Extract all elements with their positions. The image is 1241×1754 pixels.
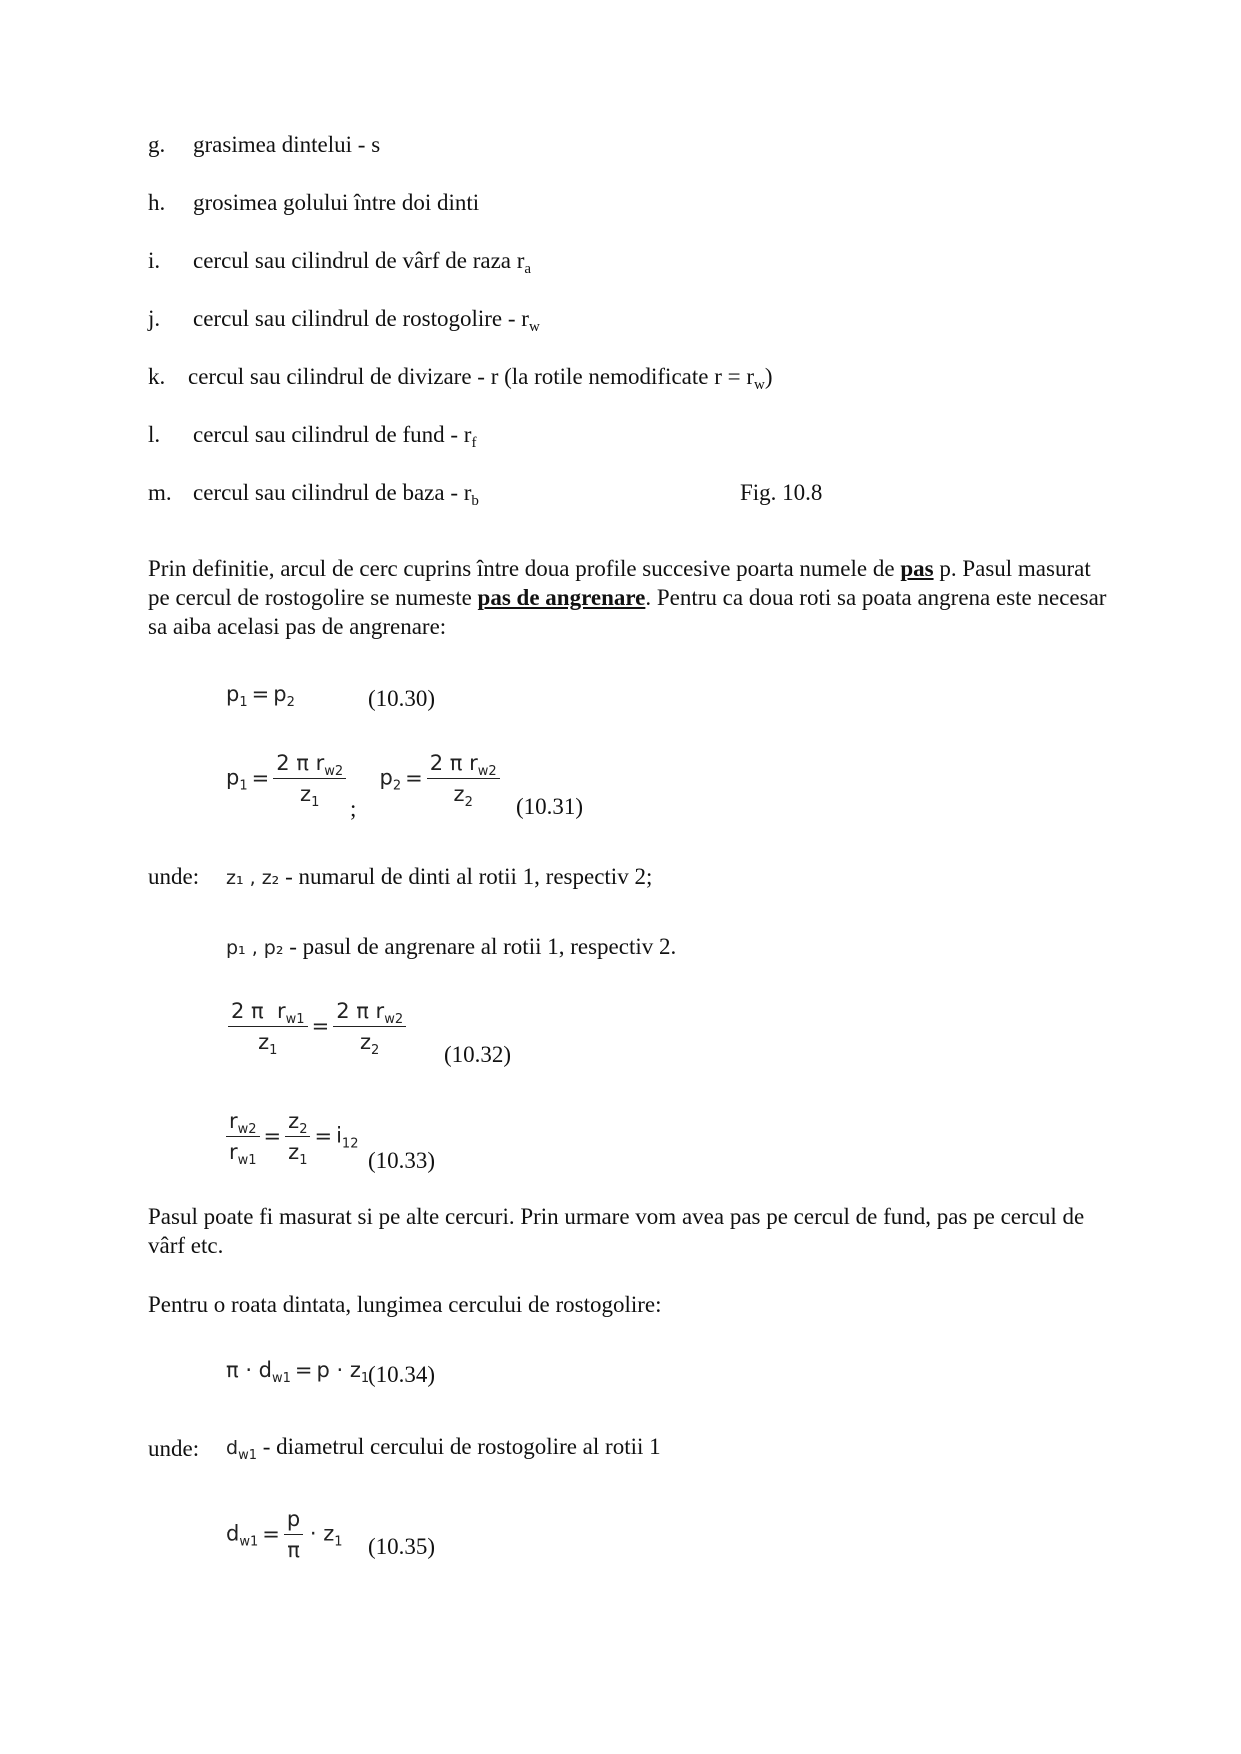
equation-10-35: $d_{w1}$ = $\frac{p}{\pi}$ · $z_1$ xyxy=(226,1504,343,1565)
equation-number: (10.35) xyxy=(368,1534,436,1559)
equation-number: (10.30) xyxy=(368,686,436,711)
where-text: - diametrul cercului de rostogolire al rotii 1 xyxy=(256,1434,661,1459)
where-label: unde: xyxy=(148,864,200,889)
term-pas-de-angrenare: pas de angrenare xyxy=(477,585,646,610)
where-definition xyxy=(226,932,676,963)
list-item-text: cercul sau cilindrul de divizare - r (la rotile nemodificate r = r xyxy=(188,364,754,389)
list-item-text: grosimea golului între doi dinti xyxy=(193,190,480,215)
paragraph-text: p. Pasul masurat pe cercul de rostogolire se numeste xyxy=(148,556,1091,610)
equation-number: (10.31) xyxy=(516,794,584,819)
paragraph-other-circles: Pasul poate fi masurat si pe alte cercuri. Prin urmare vom avea pas pe cercul de fund, pas pe cercul de vârf etc. xyxy=(148,1204,1085,1258)
list-item-letter: j. xyxy=(148,306,161,331)
equation-number: (10.34) xyxy=(368,1362,436,1387)
list-item-text-end: ) xyxy=(764,364,773,389)
list-item-subscript: a xyxy=(524,261,532,277)
list-item-letter: h. xyxy=(148,190,166,215)
where-definition xyxy=(226,862,652,893)
list-item-letter: l. xyxy=(148,422,161,447)
list-item-text: grasimea dintelui - s xyxy=(193,132,381,157)
where-label: unde: xyxy=(148,1436,200,1461)
list-item-letter: k. xyxy=(148,364,166,389)
figure-label: Fig. 10.8 xyxy=(740,480,823,505)
where-definition xyxy=(226,1432,661,1463)
equation-10-34: $\pi \cdot d_{w1} = p \cdot z_1$ xyxy=(226,1358,370,1386)
where-variable-subscript: w1 xyxy=(238,1448,257,1463)
equation-10-33: $\frac{r_{w2}}{r_{w1}}$ = $\frac{z_2}{z_1}$ = $i_{12}$ xyxy=(226,1106,358,1167)
paragraph-text: Prin definitie, arcul de cerc cuprins între doua profile succesive poarta numele de xyxy=(148,556,901,581)
equation-10-30: $p_1 = p_2$ xyxy=(226,682,295,710)
paragraph-definition xyxy=(148,554,1108,641)
where-variables: p₁ , p₂ xyxy=(226,937,284,959)
equation-number: (10.32) xyxy=(444,1042,512,1067)
list-item-text: cercul sau cilindrul de fund - r xyxy=(193,422,472,447)
list-item-text: cercul sau cilindrul de vârf de raza r xyxy=(193,248,525,273)
paragraph-roll-circle: Pentru o roata dintata, lungimea cercului de rostogolire: xyxy=(148,1292,662,1317)
list-item-subscript: b xyxy=(471,493,479,509)
where-text: - numarul de dinti al rotii 1, respectiv 2; xyxy=(279,864,653,889)
list-item-subscript: w xyxy=(528,319,540,335)
list-item-letter: i. xyxy=(148,248,161,273)
where-text: - pasul de angrenare al rotii 1, respectiv 2. xyxy=(283,934,677,959)
paragraph-text: . Pentru ca doua roti sa poata angrena este necesar sa aiba acelasi pas de angrenare: xyxy=(148,585,1107,639)
where-variable: d xyxy=(226,1437,239,1459)
equation-number: (10.33) xyxy=(368,1148,436,1173)
list-item-subscript: f xyxy=(471,435,477,451)
list-item-letter: m. xyxy=(148,480,172,505)
equation-10-31: $p_1$ = $\frac{2 \pi r_{w2}}{z_1}$ $p_2$ = $\frac{2 \pi r_{w2}}{z_2}$ xyxy=(226,748,500,809)
list-item-subscript: w xyxy=(754,377,765,393)
list-item-text: cercul sau cilindrul de baza - r xyxy=(193,480,472,505)
list-item-text: cercul sau cilindrul de rostogolire - r xyxy=(193,306,529,331)
equation-10-32: $\frac{2 \pi r_{w1}}{z_1}$ = $\frac{2 \pi r_{w2}}{z_2}$ xyxy=(228,996,406,1057)
list-item-letter: g. xyxy=(148,132,166,157)
term-pas: pas xyxy=(900,556,934,581)
semicolon: ; xyxy=(350,796,357,821)
where-variables: z₁ , z₂ xyxy=(226,867,280,889)
